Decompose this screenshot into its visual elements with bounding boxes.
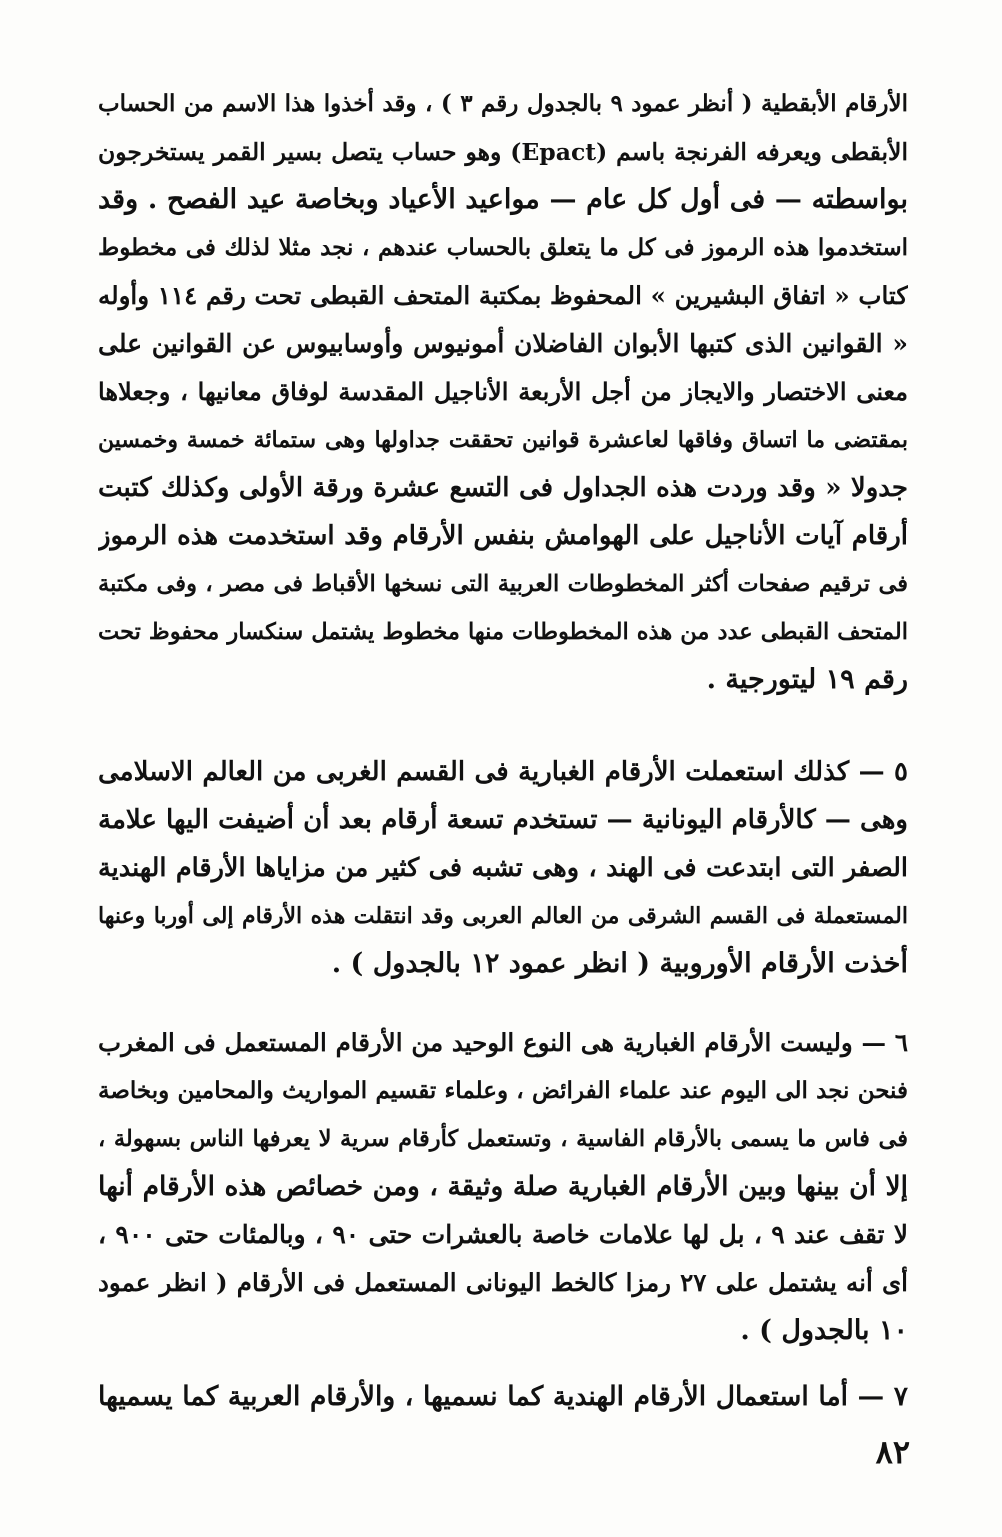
text-line: « القوانين الذى كتبها الأبوان الفاضلان أمونيوس وأوسابيوس عن القوانين على xyxy=(98,329,908,358)
paragraph-section-6-fasi-numerals xyxy=(98,1019,908,1355)
text-line: أخذت الأرقام الأوروبية ( انظر عمود ١٢ بالجدول ) . xyxy=(331,948,908,979)
text-line: المستعملة فى القسم الشرقى من العالم العربى وقد انتقلت هذه الأرقام إلى أوربا وعنها xyxy=(98,903,908,929)
text-line: فى فاس ما يسمى بالأرقام الفاسية ، وتستعمل كأرقام سرية لا يعرفها الناس بسهولة ، xyxy=(98,1126,908,1152)
paragraph-abqati-numerals xyxy=(98,80,908,704)
text-line: إلا أن بينها وبين الأرقام الغبارية صلة وثيقة ، ومن خصائص هذه الأرقام أنها xyxy=(98,1171,908,1202)
text-line: لا تقف عند ٩ ، بل لها علامات خاصة بالعشرات حتى ٩٠ ، وبالمئات حتى ٩٠٠ ، xyxy=(98,1220,908,1249)
text-line: بمقتضى ما اتساق وفاقها لعاعشرة قوانين تحققت جداولها وهى ستمائة خمسة وخمسين xyxy=(98,427,908,453)
text-line: فى ترقيم صفحات أكثر المخطوطات العربية التى نسخها الأقباط فى مصر ، وفى مكتبة xyxy=(98,571,908,597)
paragraph-section-5-ghubar-numerals xyxy=(98,748,908,988)
text-line: أرقام آيات الأناجيل على الهوامش بنفس الأرقام وقد استخدمت هذه الرموز xyxy=(98,521,908,551)
text-line: ٧ — أما استعمال الأرقام الهندية كما نسميها ، والأرقام العربية كما يسميها xyxy=(98,1381,908,1412)
text-line: ١٠ بالجدول ) . xyxy=(740,1315,908,1346)
text-line: ٥ — كذلك استعملت الأرقام الغبارية فى القسم الغربى من العالم الاسلامى xyxy=(98,757,908,787)
text-line: المتحف القبطى عدد من هذه المخطوطات منها مخطوط يشتمل سنكسار محفوظ تحت xyxy=(98,619,908,645)
text-line: وهى — كالأرقام اليونانية — تستخدم تسعة أرقام بعد أن أضيفت اليها علامة xyxy=(98,805,908,835)
text-line: فنحن نجد الى اليوم عند علماء الفرائض ، وعلماء تقسيم المواريث والمحامين وبخاصة xyxy=(98,1077,908,1104)
text-line: ٦ — وليست الأرقام الغبارية هى النوع الوحيد من الأرقام المستعمل فى المغرب xyxy=(98,1028,908,1057)
text-line: جدولا « وقد وردت هذه الجداول فى التسع عشرة ورقة الأولى وكذلك كتبت xyxy=(98,473,908,503)
text-line: الأبقطى ويعرفه الفرنجة باسم (Epact) وهو حساب يتصل بسير القمر يستخرجون xyxy=(98,138,908,166)
paragraph-section-7-indian-numerals xyxy=(98,1373,908,1421)
text-line: الأرقام الأبقطية ( أنظر عمود ٩ بالجدول رقم ٣ ) ، وقد أخذوا هذا الاسم من الحساب xyxy=(98,90,908,117)
text-line: كتاب « اتفاق البشيرين » المحفوظ بمكتبة المتحف القبطى تحت رقم ١١٤ وأوله xyxy=(98,281,908,310)
page-number: ٨٢ xyxy=(875,1433,910,1471)
text-line: الصفر التى ابتدعت فى الهند ، وهى تشبه فى كثير من مزاياها الأرقام الهندية xyxy=(98,853,908,883)
text-line: استخدموا هذه الرموز فى كل ما يتعلق بالحساب عندهم ، نجد مثلا لذلك فى مخطوط xyxy=(98,234,908,261)
text-line: رقم ١٩ ليتورجية . xyxy=(706,664,908,695)
text-line: معنى الاختصار والايجاز من أجل الأربعة الأناجيل المقدسة لوفاق معانيها ، وجعلاها xyxy=(98,377,908,406)
text-line: أى أنه يشتمل على ٢٧ رمزا كالخط اليونانى المستعمل فى الأرقام ( انظر عمود xyxy=(98,1268,908,1297)
text-line: بواسطته — فى أول كل عام — مواعيد الأعياد وبخاصة عيد الفصح . وقد xyxy=(98,184,908,215)
